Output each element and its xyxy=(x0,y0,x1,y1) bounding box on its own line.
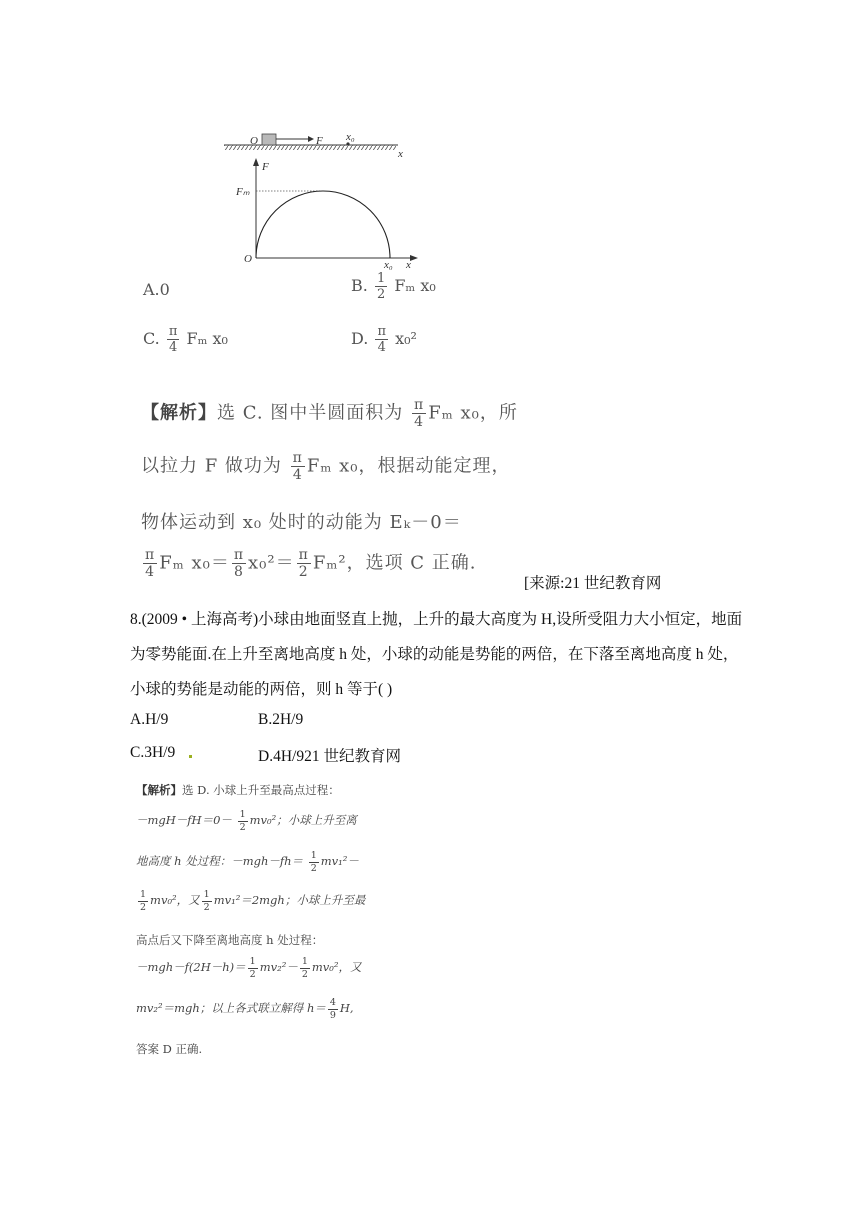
label-graph-F: F xyxy=(262,161,269,173)
q7-option-a: A.0 xyxy=(143,280,170,299)
q8-expl-line4: $\frac{1}{2}$ mv₀²，又 $\frac{1}{2}$ mv₁²＝2mgh；小球上升至最 xyxy=(140,889,366,913)
source-note: [来源:21 世纪教育网 xyxy=(524,575,662,592)
q8-line1: 8.(2009 • 上海高考)小球由地面竖直上抛，上升的最大高度为 H,设所受阻力大小恒定，地面 xyxy=(130,611,743,628)
dot-mark xyxy=(189,755,192,758)
x-axis-arrow xyxy=(410,255,418,261)
label-graph-origin: O xyxy=(244,253,252,265)
q8-line2: 为零势能面.在上升至离地高度 h 处，小球的动能是势能的两倍，在下落至离地高度 h 处， xyxy=(130,646,739,663)
q8-expl-line8: 答案 D 正确. xyxy=(136,1042,203,1056)
q7-expl-line3: 物体运动到 x₀ 处时的动能为 Eₖ－0＝ xyxy=(141,512,462,533)
q7-option-b: B. $\frac{1}{2}$ Fₘ x₀ xyxy=(351,271,436,302)
q8-expl-line1: 【解析】选 D. 小球上升至最高点过程： xyxy=(136,783,340,797)
q8-expl-line2: －mgH－fH＝0－ $\frac{1}{2}$ mv₀²；小球上升至离 xyxy=(136,809,357,833)
q8-expl-line7: mv₂²＝mgh；以上各式联立解得 h＝ $\frac{4}{9}$ H, xyxy=(136,997,354,1021)
q7-expl-line2: 以拉力 F 做功为 $\frac{\pi}{4}$ Fₘ x₀，根据动能定理， xyxy=(141,450,511,483)
label-graph-Fm: Fₘ xyxy=(236,186,250,198)
label-graph-x: x xyxy=(406,259,411,270)
label-top-force: F xyxy=(316,135,323,147)
q8-option-d: D.4H/921 世纪教育网 xyxy=(258,748,401,765)
q8-expl-line5: 高点后又下降至离地高度 h 处过程： xyxy=(136,933,324,947)
q8-expl-line6: －mgh－f(2H－h)＝ $\frac{1}{2}$ mv₂²－ $\frac{1}{2}$ mv₀²，又 xyxy=(136,956,362,980)
label-top-x0: x₀ xyxy=(346,131,355,143)
q7-expl-line1: 【解析】选 C. 图中半圆面积为 $\frac{\pi}{4}$ Fₘ x₀，所 xyxy=(141,397,518,430)
q8-option-c: C.3H/9 xyxy=(130,744,176,761)
label-graph-x0: x₀ xyxy=(384,259,393,270)
q8-expl-line3: 地高度 h 处过程：－mgh－fh＝ $\frac{1}{2}$ mv₁²－ xyxy=(136,850,359,874)
y-axis-arrow xyxy=(253,158,259,166)
q7-option-c: C. $\frac{\pi}{4}$ Fₘ x₀ xyxy=(143,324,228,355)
block xyxy=(262,134,276,145)
q7-expl-line4: $\frac{\pi}{4}$ Fₘ x₀＝ $\frac{\pi}{8}$ x₀²＝ $\frac{\pi}{2}$ Fₘ²，选项 C 正确. xyxy=(145,547,477,580)
q7-option-d: D. $\frac{\pi}{4}$ x₀² xyxy=(351,324,417,355)
force-arrowhead xyxy=(308,136,314,142)
semicircle-curve xyxy=(256,191,390,258)
q8-option-a: A.H/9 xyxy=(130,711,169,728)
label-top-x: x xyxy=(398,148,403,160)
q8-line3: 小球的势能是动能的两倍，则 h 等于( ) xyxy=(130,681,393,698)
force-diagram xyxy=(220,128,420,270)
q8-option-b: B.2H/9 xyxy=(258,711,304,728)
label-top-origin: O xyxy=(250,135,258,147)
